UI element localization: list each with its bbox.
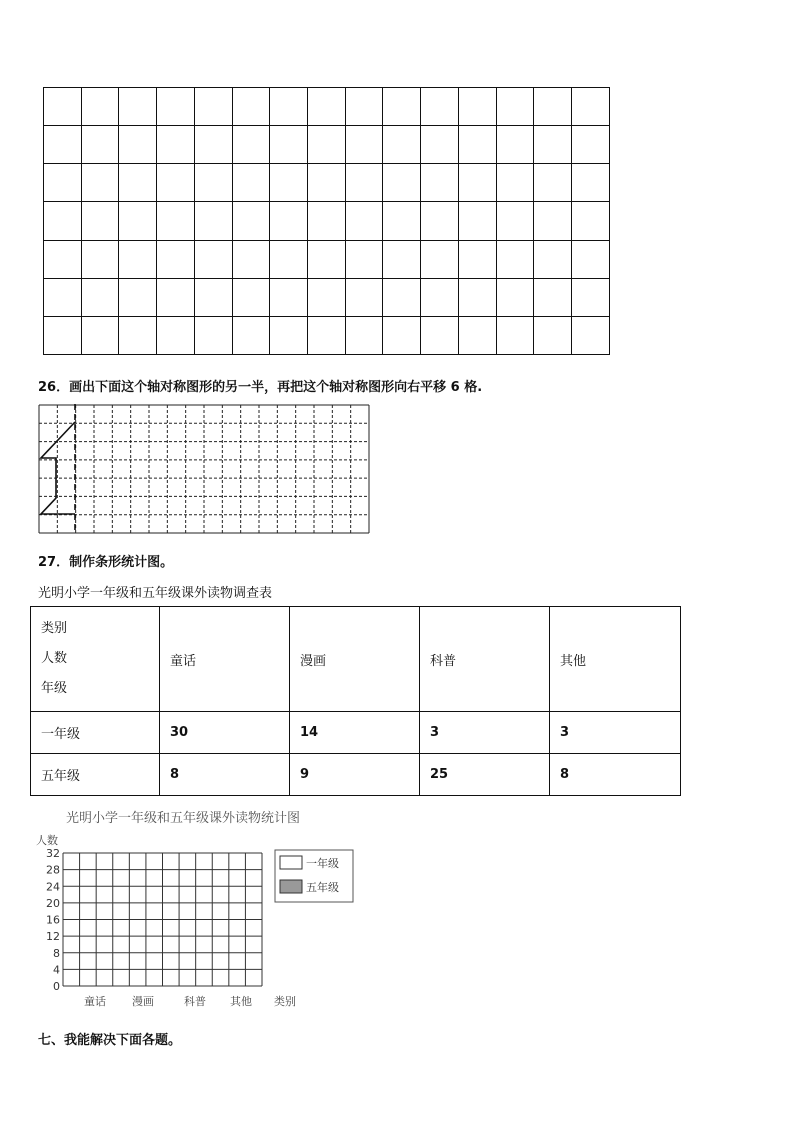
grid-cell[interactable] [383, 240, 421, 278]
grid-cell[interactable] [308, 316, 346, 354]
grid-cell[interactable] [81, 240, 119, 278]
grid-cell[interactable] [157, 316, 195, 354]
legend-label: 五年级 [306, 881, 339, 894]
y-tick-label: 32 [46, 847, 60, 860]
y-tick-label: 16 [46, 913, 60, 927]
grid-cell[interactable] [194, 278, 232, 316]
y-tick-label: 0 [53, 980, 60, 993]
grid-cell[interactable] [194, 240, 232, 278]
grid-cell[interactable] [421, 240, 459, 278]
bar-chart[interactable] [30, 806, 370, 1016]
table-cell: 8 [550, 754, 681, 796]
grid-cell[interactable] [232, 126, 270, 164]
x-category-label: 科普 [184, 995, 206, 1008]
grid-cell[interactable] [421, 278, 459, 316]
question-27-text: 27．制作条形统计图。 [38, 555, 174, 570]
grid-cell[interactable] [345, 202, 383, 240]
grid-cell[interactable] [119, 240, 157, 278]
table-cell: 3 [550, 712, 681, 754]
grid-cell[interactable] [345, 164, 383, 202]
grid-cell[interactable] [345, 126, 383, 164]
grid-cell[interactable] [81, 202, 119, 240]
grid-cell[interactable] [270, 164, 308, 202]
header-cell: 其他 [550, 607, 681, 712]
grid-cell[interactable] [119, 278, 157, 316]
grid-cell[interactable] [345, 88, 383, 126]
grid-cell[interactable] [157, 240, 195, 278]
grid-cell[interactable] [232, 202, 270, 240]
grid-cell[interactable] [81, 316, 119, 354]
grid-cell[interactable] [458, 164, 496, 202]
grid-cell[interactable] [308, 278, 346, 316]
grid-cell[interactable] [119, 202, 157, 240]
x-category-label: 童话 [84, 995, 106, 1008]
question-26-text: 26．画出下面这个轴对称图形的另一半，再把这个轴对称图形向右平移 6 格. [38, 380, 483, 395]
y-axis-label: 人数 [36, 834, 58, 847]
grid-cell[interactable] [572, 164, 610, 202]
legend-swatch [280, 880, 302, 893]
grid-cell[interactable] [421, 126, 459, 164]
q26-symmetry-grid[interactable] [38, 404, 370, 534]
blank-grid-top [43, 87, 610, 355]
grid-cell[interactable] [496, 164, 534, 202]
grid-cell[interactable] [270, 126, 308, 164]
grid-cell[interactable] [534, 278, 572, 316]
grid-cell[interactable] [572, 88, 610, 126]
grid-cell[interactable] [232, 240, 270, 278]
table-cell: 30 [160, 712, 290, 754]
grid-cell[interactable] [496, 278, 534, 316]
grid-cell[interactable] [81, 126, 119, 164]
grid-cell[interactable] [81, 278, 119, 316]
grid-cell[interactable] [572, 126, 610, 164]
grid-cell[interactable] [157, 126, 195, 164]
survey-table [30, 606, 681, 796]
grid-cell[interactable] [345, 316, 383, 354]
grid-cell[interactable] [232, 164, 270, 202]
grid-cell[interactable] [496, 88, 534, 126]
grid-cell[interactable] [44, 88, 82, 126]
table-cell: 14 [290, 712, 420, 754]
grid-cell[interactable] [458, 126, 496, 164]
x-category-label: 漫画 [132, 995, 154, 1008]
grid-cell[interactable] [308, 240, 346, 278]
grid-cell[interactable] [119, 316, 157, 354]
grid-cell[interactable] [194, 164, 232, 202]
table-cell: 25 [420, 754, 550, 796]
grid-cell[interactable] [458, 278, 496, 316]
grid-cell[interactable] [534, 126, 572, 164]
grid-cell[interactable] [308, 126, 346, 164]
grid-cell[interactable] [534, 202, 572, 240]
table-title: 光明小学一年级和五年级课外读物调查表 [38, 586, 273, 601]
grid-cell[interactable] [534, 164, 572, 202]
header-cell: 漫画 [290, 607, 420, 712]
header-cell: 童话 [160, 607, 290, 712]
grid-cell[interactable] [44, 278, 82, 316]
grid-cell[interactable] [232, 88, 270, 126]
legend-label: 一年级 [306, 857, 339, 870]
grid-cell[interactable] [270, 202, 308, 240]
grid-cell[interactable] [383, 278, 421, 316]
y-tick-label: 28 [46, 863, 60, 877]
grid-cell[interactable] [270, 240, 308, 278]
grid-cell[interactable] [308, 202, 346, 240]
grid-cell[interactable] [383, 316, 421, 354]
grid-cell[interactable] [496, 240, 534, 278]
grid-cell[interactable] [44, 240, 82, 278]
grid-cell[interactable] [421, 316, 459, 354]
grid-cell[interactable] [194, 88, 232, 126]
grid-cell[interactable] [496, 202, 534, 240]
grid-cell[interactable] [572, 278, 610, 316]
legend-swatch [280, 856, 302, 869]
grid-cell[interactable] [308, 88, 346, 126]
y-tick-label: 4 [53, 963, 60, 977]
grid-cell[interactable] [44, 164, 82, 202]
grid-cell[interactable] [572, 316, 610, 354]
grid-cell[interactable] [270, 316, 308, 354]
table-cell: 3 [420, 712, 550, 754]
grid-cell[interactable] [308, 164, 346, 202]
grid-cell[interactable] [458, 88, 496, 126]
grid-cell[interactable] [270, 88, 308, 126]
table-cell: 9 [290, 754, 420, 796]
grid-cell[interactable] [383, 126, 421, 164]
grid-cell[interactable] [345, 240, 383, 278]
x-category-label: 其他 [230, 995, 252, 1008]
grid-cell[interactable] [458, 240, 496, 278]
grid-cell[interactable] [44, 202, 82, 240]
grid-cell[interactable] [157, 88, 195, 126]
grid-cell[interactable] [458, 316, 496, 354]
grid-cell[interactable] [383, 202, 421, 240]
table-row [31, 754, 681, 796]
grid-cell[interactable] [458, 202, 496, 240]
grid-cell[interactable] [157, 202, 195, 240]
grid-cell[interactable] [496, 126, 534, 164]
grid-cell[interactable] [194, 126, 232, 164]
grid-cell[interactable] [194, 202, 232, 240]
grid-cell[interactable] [421, 88, 459, 126]
row-label: 五年级 [31, 754, 160, 796]
header-cell: 科普 [420, 607, 550, 712]
grid-cell[interactable] [194, 316, 232, 354]
y-tick-label: 24 [46, 880, 60, 894]
table-header-row [31, 607, 681, 712]
grid-cell[interactable] [383, 88, 421, 126]
grid-cell[interactable] [421, 164, 459, 202]
grid-cell[interactable] [572, 240, 610, 278]
grid-cell[interactable] [572, 202, 610, 240]
y-tick-label: 8 [53, 946, 60, 960]
grid-cell[interactable] [534, 316, 572, 354]
table-row [31, 712, 681, 754]
grid-cell[interactable] [232, 316, 270, 354]
corner-cell: 类别 人数 年级 [31, 607, 160, 712]
grid-cell[interactable] [119, 164, 157, 202]
grid-cell[interactable] [421, 202, 459, 240]
grid-cell[interactable] [81, 164, 119, 202]
half-figure [41, 422, 75, 514]
grid-cell[interactable] [119, 126, 157, 164]
grid-cell[interactable] [81, 88, 119, 126]
section-7-title: 七、我能解决下面各题。 [38, 1033, 182, 1048]
y-tick-label: 20 [46, 896, 60, 910]
grid-cell[interactable] [157, 164, 195, 202]
grid-cell[interactable] [119, 88, 157, 126]
y-tick-label: 12 [46, 930, 60, 944]
table-cell: 8 [160, 754, 290, 796]
grid-cell[interactable] [534, 240, 572, 278]
row-label: 一年级 [31, 712, 160, 754]
grid-cell[interactable] [383, 164, 421, 202]
grid-cell[interactable] [345, 278, 383, 316]
grid-cell[interactable] [44, 126, 82, 164]
grid-cell[interactable] [232, 278, 270, 316]
grid-cell[interactable] [44, 316, 82, 354]
grid-cell[interactable] [534, 88, 572, 126]
chart-title: 光明小学一年级和五年级课外读物统计图 [66, 811, 301, 826]
grid-cell[interactable] [157, 278, 195, 316]
grid-cell[interactable] [270, 278, 308, 316]
grid-cell[interactable] [496, 316, 534, 354]
x-axis-label: 类别 [274, 995, 296, 1008]
